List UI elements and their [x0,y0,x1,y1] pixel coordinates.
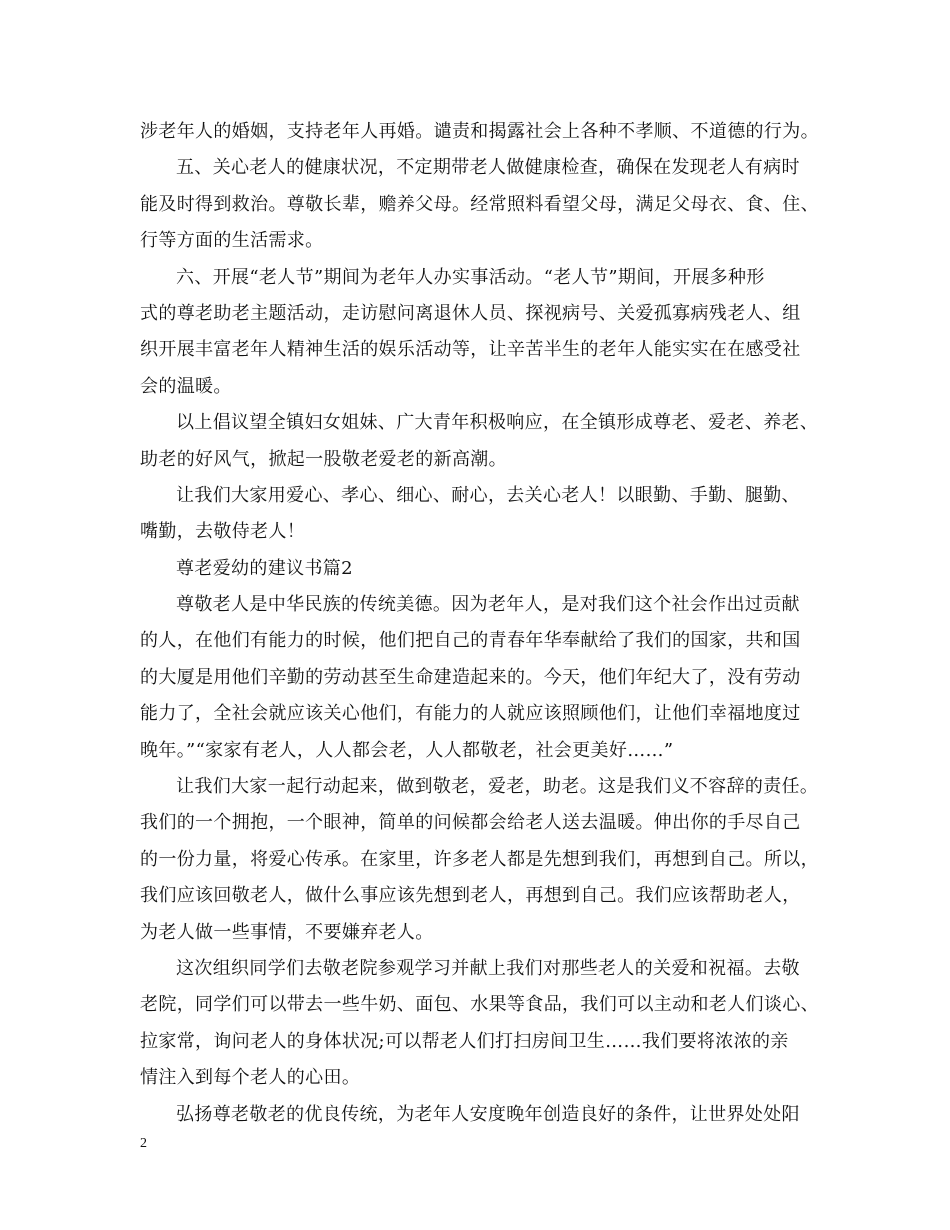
text-line: 能力了，全社会就应该关心他们，有能力的人就应该照顾他们，让他们幸福地度过 [140,703,801,725]
text-line: 让我们大家用爱心、孝心、细心、耐心，去关心老人！以眼勤、手勤、腿勤、 [176,484,800,506]
text-line: 六、开展“老人节”期间为老年人办实事活动。“老人节”期间，开展多种形 [176,266,765,288]
text-line: 能及时得到救治。尊敬长辈，赡养父母。经常照料看望父母，满足父母衣、食、住、 [140,193,819,215]
text-line: 尊敬老人是中华民族的传统美德。因为老年人，是对我们这个社会作出过贡献 [176,594,800,616]
text-line: 涉老年人的婚姻，支持老年人再婚。谴责和揭露社会上各种不孝顺、不道德的行为。 [140,121,819,142]
text-line: 我们应该回敬老人，做什么事应该先想到老人，再想到自己。我们应该帮助老人， [140,885,801,907]
page-number: 2 [140,1136,147,1151]
text-line: 五、关心老人的健康状况，不定期带老人做健康检查，确保在发现老人有病时 [176,157,800,179]
text-line: 的人，在他们有能力的时候，他们把自己的青春年华奉献给了我们的国家，共和国 [140,630,801,652]
text-line: 情注入到每个老人的心田。 [140,1067,361,1089]
text-line: 以上倡议望全镇妇女姐妹、广大青年积极响应，在全镇形成尊老、爱老、养老、 [176,412,819,434]
text-line: 的大厦是用他们辛勤的劳动甚至生命建造起来的。今天，他们年纪大了，没有劳动 [140,666,801,688]
text-line: 弘扬尊老敬老的优良传统，为老年人安度晚年创造良好的条件，让世界处处阳 [176,1103,800,1125]
text-line: 这次组织同学们去敬老院参观学习并献上我们对那些老人的关爱和祝福。去敬 [176,957,800,979]
document-body [140,114,819,1133]
text-line: 的一份力量，将爱心传承。在家里，许多老人都是先想到我们，再想到自己。所以， [140,848,819,870]
text-line: 行等方面的生活需求。 [140,230,324,252]
text-line: 老院，同学们可以带去一些牛奶、面包、水果等食品，我们可以主动和老人们谈心、 [140,994,819,1016]
text-line: 助老的好风气，掀起一股敬老爱老的新高潮。 [140,448,507,470]
text-line: 为老人做一些事情，不要嫌弃老人。 [140,921,434,943]
text-line: 尊老爱幼的建议书篇2 [176,557,353,579]
text-line: 我们的一个拥抱，一个眼神，简单的问候都会给老人送去温暖。伸出你的手尽自己 [140,812,801,834]
text-line: 织开展丰富老年人精神生活的娱乐活动等，让辛苦半生的老年人能实实在在感受社 [140,339,801,361]
text-line: 晚年。”“家家有老人，人人都会老，人人都敬老，社会更美好……” [140,739,674,761]
text-line: 会的温暖。 [140,375,232,397]
text-line: 让我们大家一起行动起来，做到敬老，爱老，助老。这是我们义不容辞的责任。 [176,776,819,798]
text-line: 拉家常，询问老人的身体状况;可以帮老人们打扫房间卫生……我们要将浓浓的亲 [140,1030,789,1052]
text-line: 嘴勤，去敬侍老人！ [140,521,306,543]
text-line: 式的尊老助老主题活动，走访慰问离退休人员、探视病号、关爱孤寡病残老人、组 [140,302,801,324]
